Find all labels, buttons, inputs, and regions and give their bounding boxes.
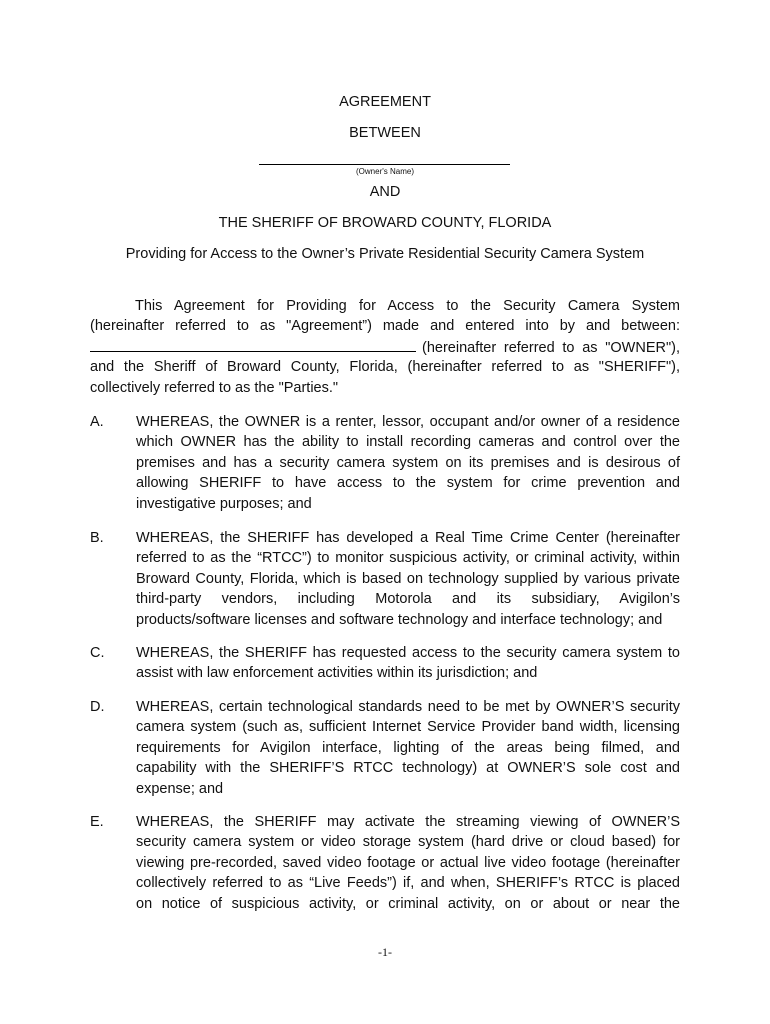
- owner-reference: (hereinafter referred to as "OWNER"),: [422, 339, 680, 356]
- intro-paragraph: [90, 296, 680, 398]
- clause-line: investigative purposes; and: [136, 495, 312, 512]
- clause-line: WHEREAS, the SHERIFF has requested access to the security camera system to: [136, 645, 680, 661]
- clause-letter: C.: [90, 645, 105, 661]
- page-number: -1-: [378, 945, 392, 959]
- owner-name-caption: (Owner's Name): [356, 167, 414, 176]
- intro-line: and the Sheriff of Broward County, Florida, (hereinafter referred to as "SHERIFF"),: [90, 359, 680, 376]
- clause-letter: B.: [90, 530, 104, 546]
- clause-line: WHEREAS, certain technological standards need to be met by OWNER’S security: [136, 699, 680, 715]
- clause-line: on notice of suspicious activity, or criminal activity, on or about or near the: [136, 895, 680, 912]
- document-subtitle: Providing for Access to the Owner’s Private Residential Security Camera System: [125, 246, 645, 262]
- clause-line: capability with the SHERIFF’S RTCC technology) at OWNER’S sole cost and: [136, 760, 680, 777]
- clause-line: camera system (such as, sufficient Internet Service Provider band width, licensing: [136, 719, 680, 736]
- clause-line: products/software licenses and software technology and interface technology; and: [136, 611, 663, 628]
- intro-line-owner: [90, 337, 680, 357]
- clause-line: which OWNER has the ability to install recording cameras and control over the: [136, 434, 680, 451]
- clause-line: WHEREAS, the SHERIFF has developed a Real Time Crime Center (hereinafter: [136, 530, 680, 546]
- intro-line: collectively referred to as the "Parties.": [90, 379, 339, 396]
- clause-line: assist with law enforcement activities within its jurisdiction; and: [136, 665, 538, 682]
- clause-line: referred to as the “RTCC”) to monitor suspicious activity, or criminal activity, within: [136, 550, 680, 567]
- owner-blank: [90, 337, 416, 352]
- title-agreement: AGREEMENT: [339, 94, 431, 110]
- owner-name-blank: [259, 164, 510, 165]
- clause-line: premises and has a security camera system on its premises and is desirous of: [136, 454, 680, 471]
- clause-line: WHEREAS, the OWNER is a renter, lessor, occupant and/or owner of a residence: [136, 414, 680, 430]
- clause-line: requirements for Avigilon interface, lighting of the areas being filmed, and: [136, 739, 680, 756]
- title-between: BETWEEN: [349, 125, 421, 141]
- clause-line: WHEREAS, the SHERIFF may activate the streaming viewing of OWNER’S: [136, 814, 680, 830]
- title-sheriff: THE SHERIFF OF BROWARD COUNTY, FLORIDA: [218, 215, 552, 231]
- title-and: AND: [369, 184, 401, 200]
- clause-line: allowing SHERIFF to have access to the system for crime prevention and: [136, 475, 680, 492]
- intro-line: (hereinafter referred to as "Agreement”) made and entered into by and between:: [90, 318, 680, 335]
- clause-line: collectively referred to as “Live Feeds”) if, and when, SHERIFF’s RTCC is placed: [136, 875, 680, 892]
- clause-line: viewing pre-recorded, saved video footage or actual live video footage (hereinafter: [136, 854, 680, 871]
- clause-letter: D.: [90, 699, 105, 715]
- clause-line: expense; and: [136, 780, 224, 797]
- clause-line: security camera system or video storage system (hard drive or cloud based) for: [136, 834, 680, 851]
- clause-line: Broward County, Florida, which is based on technology supplied by various private: [136, 570, 680, 587]
- clause-letter: A.: [90, 414, 104, 430]
- clause-line: third-party vendors, including Motorola and its subsidiary, Avigilon’s: [136, 591, 680, 608]
- clause-letter: E.: [90, 814, 104, 830]
- intro-line: This Agreement for Providing for Access to the Security Camera System: [135, 298, 680, 314]
